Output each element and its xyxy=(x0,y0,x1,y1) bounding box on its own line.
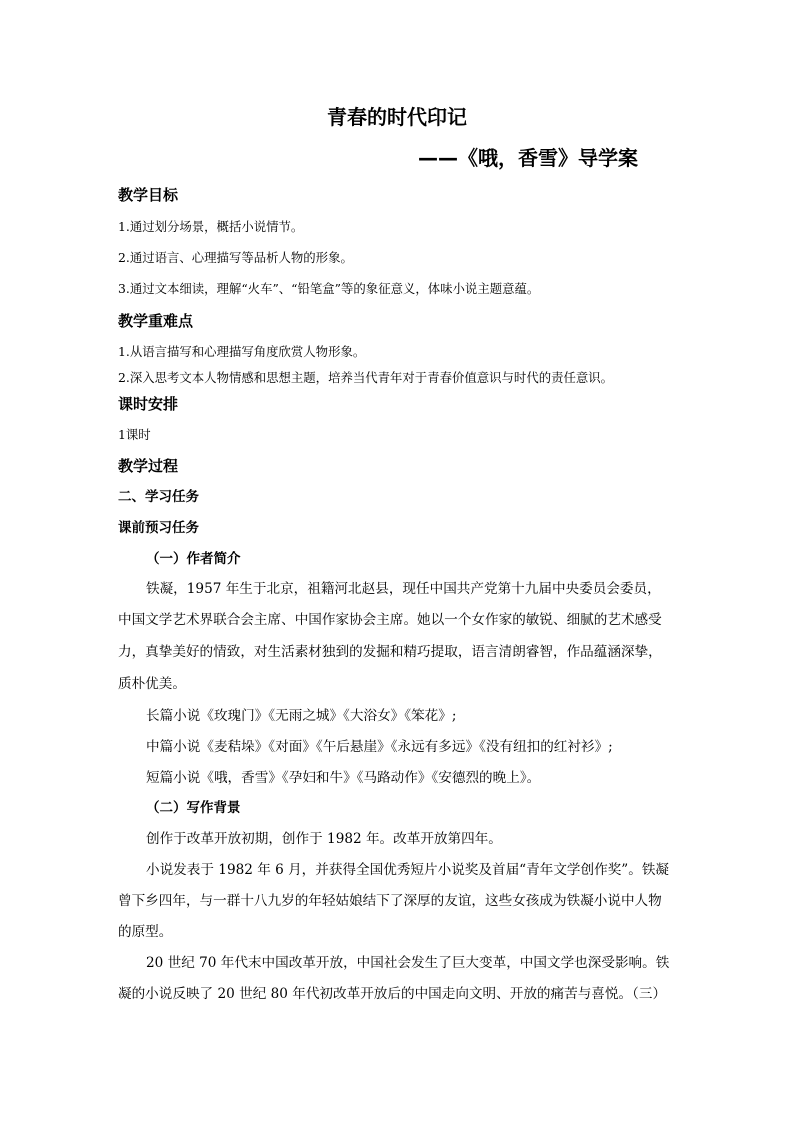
subsection-heading: 课前预习任务 xyxy=(118,520,199,536)
document-title: 青春的时代印记 xyxy=(327,105,467,129)
objectives-heading: 教学目标 xyxy=(118,186,179,204)
paragraph-line: 20 世纪 70 年代末中国改革开放，中国社会发生了巨大变革，中国文学也深受影响。铁 xyxy=(146,955,670,971)
key-points-heading: 教学重难点 xyxy=(118,312,194,330)
objective-item: 3.通过文本细读，理解“火车”、“铅笔盒”等的象征意义，体味小说主题意蕴。 xyxy=(118,281,540,296)
document-subtitle: ——《哦，香雪》导学案 xyxy=(418,146,638,170)
author-heading: （一）作者简介 xyxy=(146,551,241,567)
paragraph-line: 的原型。 xyxy=(118,924,173,940)
background-heading: （二）写作背景 xyxy=(146,800,241,816)
key-point-item: 2.深入思考文本人物情感和思想主题，培养当代青年对于青春价值意识与时代的责任意识。 xyxy=(118,370,614,385)
paragraph-line: 中国文学艺术界联合会主席、中国作家协会主席。她以一个女作家的敏锐、细腻的艺术感受 xyxy=(118,612,662,628)
works-line: 中篇小说《麦秸垛》《对面》《午后悬崖》《永远有多远》《没有纽扣的红衬衫》; xyxy=(146,739,613,755)
paragraph-line: 铁凝，1957 年生于北京，祖籍河北赵县，现任中国共产党第十九届中央委员会委员， xyxy=(146,581,661,597)
paragraph-line: 曾下乡四年，与一群十八九岁的年轻姑娘结下了深厚的友谊，这些女孩成为铁凝小说中人物 xyxy=(118,893,662,909)
process-heading: 教学过程 xyxy=(118,457,179,475)
schedule-heading: 课时安排 xyxy=(118,395,179,413)
paragraph-line: 创作于改革开放初期，创作于 1982 年。改革开放第四年。 xyxy=(146,831,502,847)
paragraph-line: 质朴优美。 xyxy=(118,676,186,692)
objective-item: 1.通过划分场景，概括小说情节。 xyxy=(118,219,304,234)
objective-item: 2.通过语言、心理描写等品析人物的形象。 xyxy=(118,250,353,265)
schedule-text: 1课时 xyxy=(118,427,151,442)
works-line: 长篇小说《玫瑰门》《无雨之城》《大浴女》《笨花》; xyxy=(146,708,457,724)
section-heading: 二、学习任务 xyxy=(118,489,199,505)
works-line: 短篇小说《哦，香雪》《孕妇和牛》《马路动作》《安德烈的晚上》。 xyxy=(146,770,541,786)
paragraph-line: 小说发表于 1982 年 6 月，并获得全国优秀短片小说奖及首届“青年文学创作奖”。铁凝 xyxy=(146,862,670,878)
paragraph-line: 凝的小说反映了 20 世纪 80 年代初改革开放后的中国走向文明、开放的痛苦与喜悦。（三） xyxy=(118,986,667,1002)
key-point-item: 1.从语言描写和心理描写角度欣赏人物形象。 xyxy=(118,344,366,359)
paragraph-line: 力，真挚美好的情致，对生活素材独到的发掘和精巧提取，语言清朗睿智，作品蕴涵深挚， xyxy=(118,644,662,660)
